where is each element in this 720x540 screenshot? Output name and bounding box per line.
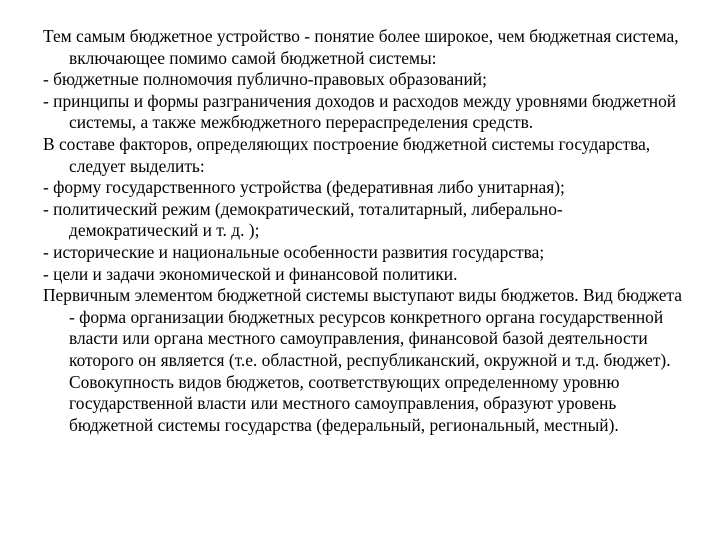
list-item-state-structure: - форму государственного устройства (федеративная либо унитарная);: [43, 177, 565, 198]
list-item-historical-features: - исторические и национальные особенности развития государства;: [43, 241, 545, 262]
list-item-budget-powers: - бюджетные полномочия публично-правовых образований;: [43, 69, 487, 90]
list-item-revenue-expense-principles: - принципы и формы разграничения доходов и расходов между уровнями бюджетной системы, а также межбюджетного перераспределения средств.: [43, 90, 677, 133]
list-item-policy-goals: - цели и задачи экономической и финансовой политики.: [43, 263, 458, 284]
paragraph-intro: Тем самым бюджетное устройство - понятие более широкое, чем бюджетная система, включающее помимо самой бюджетной системы:: [43, 26, 679, 68]
list-item-political-regime: - политический режим (демократический, тоталитарный, либерально-демократический и т. д. );: [43, 198, 563, 241]
paragraph-factors: В составе факторов, определяющих построение бюджетной системы государства, следует выделить:: [43, 133, 651, 176]
slide-text-body: [43, 26, 683, 436]
paragraph-budget-types: Первичным элементом бюджетной системы выступают виды бюджетов. Вид бюджета - форма организации бюджетных ресурсов конкретного органа государственной власти или органа местного самоуправления, финансовой базой деятельности которого он является (т.е. областной, республиканский, окружной и т.д. бюджет). Совокупность видов бюджетов, соответствующих определенному уровню государственной власти или местного самоуправления, образуют уровень бюджетной системы государства (федеральный, региональный, местный).: [43, 285, 682, 435]
